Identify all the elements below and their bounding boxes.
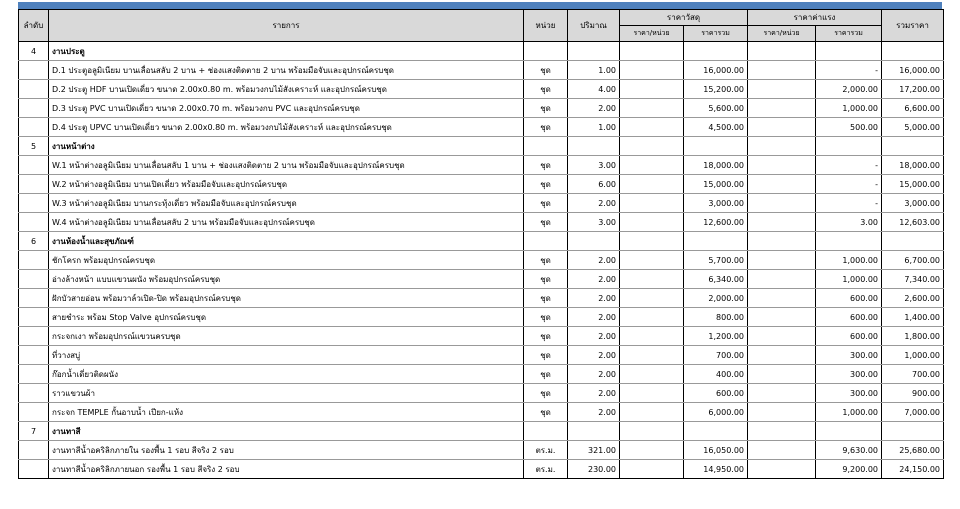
table-row <box>19 460 944 479</box>
row-quantity: 2.00 <box>568 308 620 327</box>
row-material-unit-price <box>620 289 684 308</box>
row-description: D.2 ประตู HDF บานเปิดเดี่ยว ขนาด 2.00x0.80 m. พร้อมวงกบไม้สังเคราะห์ และอุปกรณ์ครบชุด <box>49 80 524 99</box>
row-quantity: 2.00 <box>568 346 620 365</box>
row-unit: ชุด <box>524 99 568 118</box>
row-labor-sum: 1,000.00 <box>816 403 882 422</box>
row-material-unit-price <box>620 327 684 346</box>
row-material-unit-price <box>620 232 684 251</box>
row-no <box>19 346 49 365</box>
row-quantity: 1.00 <box>568 118 620 137</box>
row-material-unit-price <box>620 384 684 403</box>
row-no <box>19 175 49 194</box>
row-no <box>19 365 49 384</box>
row-labor-sum: 3.00 <box>816 213 882 232</box>
table-row <box>19 270 944 289</box>
row-material-sum: 600.00 <box>684 384 748 403</box>
row-labor-sum: 600.00 <box>816 308 882 327</box>
row-description: W.3 หน้าต่างอลูมิเนียม บานกระทุ้งเดี่ยว พร้อมมือจับและอุปกรณ์ครบชุด <box>49 194 524 213</box>
table-row <box>19 175 944 194</box>
row-material-sum: 15,000.00 <box>684 175 748 194</box>
row-total: 15,000.00 <box>882 175 944 194</box>
row-labor-sum: 1,000.00 <box>816 99 882 118</box>
row-labor-unit-price <box>748 422 816 441</box>
row-unit: ชุด <box>524 327 568 346</box>
row-material-sum: 2,000.00 <box>684 289 748 308</box>
row-description: ชักโครก พร้อมอุปกรณ์ครบชุด <box>49 251 524 270</box>
row-no <box>19 99 49 118</box>
row-description: งานทาสีน้ำอคริลิกภายนอก รองพื้น 1 รอบ สีจริง 2 รอบ <box>49 460 524 479</box>
row-material-unit-price <box>620 213 684 232</box>
row-quantity: 2.00 <box>568 365 620 384</box>
row-material-sum: 15,200.00 <box>684 80 748 99</box>
row-unit: ชุด <box>524 365 568 384</box>
row-labor-sum <box>816 42 882 61</box>
row-total: 5,000.00 <box>882 118 944 137</box>
row-labor-sum: 300.00 <box>816 346 882 365</box>
row-material-sum: 700.00 <box>684 346 748 365</box>
row-unit: ชุด <box>524 213 568 232</box>
row-material-unit-price <box>620 42 684 61</box>
row-labor-unit-price <box>748 365 816 384</box>
row-total <box>882 42 944 61</box>
row-description: กระจกเงา พร้อมอุปกรณ์แขวนครบชุด <box>49 327 524 346</box>
row-description: กระจก TEMPLE กั้นอาบน้ำ เปียก-แห้ง <box>49 403 524 422</box>
row-total: 700.00 <box>882 365 944 384</box>
row-description: D.4 ประตู UPVC บานเปิดเดี่ยว ขนาด 2.00x0.80 m. พร้อมวงกบไม้สังเคราะห์ และอุปกรณ์ครบชุด <box>49 118 524 137</box>
row-quantity: 2.00 <box>568 403 620 422</box>
row-description: งานทาสี <box>49 422 524 441</box>
table-row <box>19 80 944 99</box>
row-material-sum <box>684 422 748 441</box>
row-description: งานห้องน้ำและสุขภัณฑ์ <box>49 232 524 251</box>
row-total: 12,603.00 <box>882 213 944 232</box>
row-material-unit-price <box>620 61 684 80</box>
row-unit: ชุด <box>524 384 568 403</box>
table-row <box>19 384 944 403</box>
row-quantity: 2.00 <box>568 289 620 308</box>
row-labor-unit-price <box>748 403 816 422</box>
row-labor-unit-price <box>748 175 816 194</box>
row-material-unit-price <box>620 175 684 194</box>
row-material-unit-price <box>620 365 684 384</box>
row-total: 3,000.00 <box>882 194 944 213</box>
row-labor-unit-price <box>748 346 816 365</box>
row-total: 6,700.00 <box>882 251 944 270</box>
row-description: W.2 หน้าต่างอลูมิเนียม บานเปิดเดี่ยว พร้อมมือจับและอุปกรณ์ครบชุด <box>49 175 524 194</box>
row-quantity <box>568 422 620 441</box>
row-quantity: 2.00 <box>568 251 620 270</box>
row-labor-unit-price <box>748 460 816 479</box>
row-no <box>19 460 49 479</box>
row-material-unit-price <box>620 194 684 213</box>
row-quantity: 3.00 <box>568 213 620 232</box>
row-quantity: 2.00 <box>568 384 620 403</box>
row-labor-sum: 600.00 <box>816 327 882 346</box>
row-no <box>19 156 49 175</box>
table-row <box>19 61 944 80</box>
row-unit: ชุด <box>524 403 568 422</box>
table-row <box>19 403 944 422</box>
row-quantity: 230.00 <box>568 460 620 479</box>
header-labor-unit-price: ราคา/หน่วย <box>748 26 816 42</box>
row-no <box>19 384 49 403</box>
row-unit: ชุด <box>524 80 568 99</box>
row-no <box>19 251 49 270</box>
row-no: 5 <box>19 137 49 156</box>
row-labor-unit-price <box>748 289 816 308</box>
row-material-sum: 400.00 <box>684 365 748 384</box>
row-material-unit-price <box>620 270 684 289</box>
row-unit: ตร.ม. <box>524 460 568 479</box>
row-total: 16,000.00 <box>882 61 944 80</box>
row-labor-unit-price <box>748 99 816 118</box>
row-quantity: 3.00 <box>568 156 620 175</box>
row-material-sum: 6,340.00 <box>684 270 748 289</box>
row-description: D.3 ประตู PVC บานเปิดเดี่ยว ขนาด 2.00x0.70 m. พร้อมวงกบ PVC และอุปกรณ์ครบชุด <box>49 99 524 118</box>
row-material-sum <box>684 232 748 251</box>
table-row <box>19 289 944 308</box>
row-description: งานหน้าต่าง <box>49 137 524 156</box>
table-row <box>19 99 944 118</box>
row-labor-sum: 9,630.00 <box>816 441 882 460</box>
row-total <box>882 422 944 441</box>
row-labor-sum: 300.00 <box>816 384 882 403</box>
row-description: ราวแขวนผ้า <box>49 384 524 403</box>
header-quantity: ปริมาณ <box>568 10 620 42</box>
row-description: W.4 หน้าต่างอลูมิเนียม บานเลื่อนสลับ 2 บาน พร้อมมือจับและอุปกรณ์ครบชุด <box>49 213 524 232</box>
row-total: 24,150.00 <box>882 460 944 479</box>
row-no <box>19 80 49 99</box>
table-row <box>19 327 944 346</box>
row-unit: ชุด <box>524 270 568 289</box>
boq-table <box>18 9 944 479</box>
row-material-unit-price <box>620 460 684 479</box>
row-labor-unit-price <box>748 42 816 61</box>
header-labor-sum: ราคารวม <box>816 26 882 42</box>
row-labor-unit-price <box>748 327 816 346</box>
section-row <box>19 422 944 441</box>
row-quantity: 2.00 <box>568 194 620 213</box>
row-labor-unit-price <box>748 213 816 232</box>
row-description: อ่างล้างหน้า แบบแขวนผนัง พร้อมอุปกรณ์ครบชุด <box>49 270 524 289</box>
row-material-unit-price <box>620 308 684 327</box>
row-no <box>19 441 49 460</box>
header-grand-total: รวมราคา <box>882 10 944 42</box>
header-material-unit-price: ราคา/หน่วย <box>620 26 684 42</box>
row-unit: ตร.ม. <box>524 441 568 460</box>
table-row <box>19 118 944 137</box>
row-unit: ชุด <box>524 251 568 270</box>
header-labor-cost: ราคาค่าแรง <box>748 10 882 26</box>
row-material-unit-price <box>620 156 684 175</box>
row-material-sum: 12,600.00 <box>684 213 748 232</box>
row-description: งานประตู <box>49 42 524 61</box>
row-labor-sum: 1,000.00 <box>816 270 882 289</box>
row-labor-sum: 600.00 <box>816 289 882 308</box>
row-quantity: 1.00 <box>568 61 620 80</box>
row-labor-unit-price <box>748 156 816 175</box>
row-labor-unit-price <box>748 384 816 403</box>
row-total: 6,600.00 <box>882 99 944 118</box>
row-total: 7,000.00 <box>882 403 944 422</box>
table-row <box>19 251 944 270</box>
row-total <box>882 137 944 156</box>
row-unit <box>524 422 568 441</box>
header-material-cost: ราคาวัสดุ <box>620 10 748 26</box>
row-material-unit-price <box>620 137 684 156</box>
row-labor-sum: - <box>816 194 882 213</box>
row-material-sum: 6,000.00 <box>684 403 748 422</box>
row-labor-sum <box>816 422 882 441</box>
row-material-sum: 5,700.00 <box>684 251 748 270</box>
row-material-unit-price <box>620 422 684 441</box>
row-unit <box>524 137 568 156</box>
row-no <box>19 61 49 80</box>
row-material-unit-price <box>620 403 684 422</box>
row-no: 6 <box>19 232 49 251</box>
row-no <box>19 327 49 346</box>
header-material-sum: ราคารวม <box>684 26 748 42</box>
table-row <box>19 346 944 365</box>
row-unit <box>524 232 568 251</box>
row-unit: ชุด <box>524 194 568 213</box>
table-row <box>19 194 944 213</box>
row-total: 18,000.00 <box>882 156 944 175</box>
row-material-unit-price <box>620 99 684 118</box>
row-description: ที่วางสบู่ <box>49 346 524 365</box>
row-unit: ชุด <box>524 118 568 137</box>
row-no: 7 <box>19 422 49 441</box>
row-no <box>19 194 49 213</box>
row-material-unit-price <box>620 80 684 99</box>
row-material-unit-price <box>620 118 684 137</box>
row-labor-sum: 1,000.00 <box>816 251 882 270</box>
row-quantity: 2.00 <box>568 270 620 289</box>
row-unit: ชุด <box>524 308 568 327</box>
row-no <box>19 289 49 308</box>
section-row <box>19 137 944 156</box>
row-unit: ชุด <box>524 175 568 194</box>
row-quantity: 4.00 <box>568 80 620 99</box>
header-description: รายการ <box>49 10 524 42</box>
table-body <box>19 42 944 479</box>
row-description: ก๊อกน้ำเดี่ยวติดผนัง <box>49 365 524 384</box>
row-quantity: 6.00 <box>568 175 620 194</box>
row-labor-unit-price <box>748 61 816 80</box>
table-row <box>19 213 944 232</box>
row-material-sum: 3,000.00 <box>684 194 748 213</box>
header-no: ลำดับ <box>19 10 49 42</box>
row-material-sum: 1,200.00 <box>684 327 748 346</box>
row-labor-sum <box>816 137 882 156</box>
row-labor-sum: - <box>816 175 882 194</box>
row-material-unit-price <box>620 346 684 365</box>
row-labor-sum: 300.00 <box>816 365 882 384</box>
row-unit: ชุด <box>524 346 568 365</box>
row-material-sum: 5,600.00 <box>684 99 748 118</box>
row-quantity: 321.00 <box>568 441 620 460</box>
row-unit: ชุด <box>524 289 568 308</box>
row-labor-sum: - <box>816 61 882 80</box>
row-description: ฝักบัวสายอ่อน พร้อมวาล์วเปิด-ปิด พร้อมอุปกรณ์ครบชุด <box>49 289 524 308</box>
row-material-sum <box>684 42 748 61</box>
table-row <box>19 156 944 175</box>
row-labor-unit-price <box>748 251 816 270</box>
row-quantity <box>568 232 620 251</box>
row-labor-unit-price <box>748 194 816 213</box>
row-no <box>19 403 49 422</box>
row-labor-unit-price <box>748 80 816 99</box>
section-row <box>19 42 944 61</box>
row-labor-unit-price <box>748 308 816 327</box>
row-labor-unit-price <box>748 441 816 460</box>
row-quantity: 2.00 <box>568 327 620 346</box>
row-unit: ชุด <box>524 61 568 80</box>
table-header <box>19 10 944 42</box>
row-total: 900.00 <box>882 384 944 403</box>
header-unit: หน่วย <box>524 10 568 42</box>
row-material-sum: 16,050.00 <box>684 441 748 460</box>
row-unit <box>524 42 568 61</box>
row-no <box>19 308 49 327</box>
row-material-sum: 16,000.00 <box>684 61 748 80</box>
row-quantity <box>568 137 620 156</box>
row-total: 1,800.00 <box>882 327 944 346</box>
row-labor-sum: 500.00 <box>816 118 882 137</box>
row-material-sum: 18,000.00 <box>684 156 748 175</box>
row-labor-sum: 9,200.00 <box>816 460 882 479</box>
row-description: สายชำระ พร้อม Stop Valve อุปกรณ์ครบชุด <box>49 308 524 327</box>
row-labor-sum <box>816 232 882 251</box>
row-unit: ชุด <box>524 156 568 175</box>
row-description: งานทาสีน้ำอคริลิกภายใน รองพื้น 1 รอบ สีจริง 2 รอบ <box>49 441 524 460</box>
row-total: 1,400.00 <box>882 308 944 327</box>
table-row <box>19 365 944 384</box>
row-total: 7,340.00 <box>882 270 944 289</box>
row-labor-sum: 2,000.00 <box>816 80 882 99</box>
row-labor-unit-price <box>748 137 816 156</box>
row-no <box>19 118 49 137</box>
row-labor-sum: - <box>816 156 882 175</box>
table-row <box>19 308 944 327</box>
row-labor-unit-price <box>748 232 816 251</box>
row-no: 4 <box>19 42 49 61</box>
row-material-sum: 800.00 <box>684 308 748 327</box>
row-material-sum: 4,500.00 <box>684 118 748 137</box>
row-material-sum <box>684 137 748 156</box>
row-labor-unit-price <box>748 270 816 289</box>
row-description: D.1 ประตูอลูมิเนียม บานเลื่อนสลับ 2 บาน + ช่องแสงติดตาย 2 บาน พร้อมมือจับและอุปกรณ์ครบชุด <box>49 61 524 80</box>
row-total: 25,680.00 <box>882 441 944 460</box>
row-total <box>882 232 944 251</box>
row-labor-unit-price <box>748 118 816 137</box>
row-no <box>19 270 49 289</box>
row-total: 1,000.00 <box>882 346 944 365</box>
row-material-sum: 14,950.00 <box>684 460 748 479</box>
row-description: W.1 หน้าต่างอลูมิเนียม บานเลื่อนสลับ 1 บาน + ช่องแสงติดตาย 2 บาน พร้อมมือจับและอุปกรณ์ครบชุด <box>49 156 524 175</box>
row-total: 17,200.00 <box>882 80 944 99</box>
section-row <box>19 232 944 251</box>
row-material-unit-price <box>620 251 684 270</box>
row-quantity <box>568 42 620 61</box>
row-no <box>19 213 49 232</box>
sheet-top-bar <box>18 2 942 9</box>
row-material-unit-price <box>620 441 684 460</box>
table-row <box>19 441 944 460</box>
row-quantity: 2.00 <box>568 99 620 118</box>
row-total: 2,600.00 <box>882 289 944 308</box>
